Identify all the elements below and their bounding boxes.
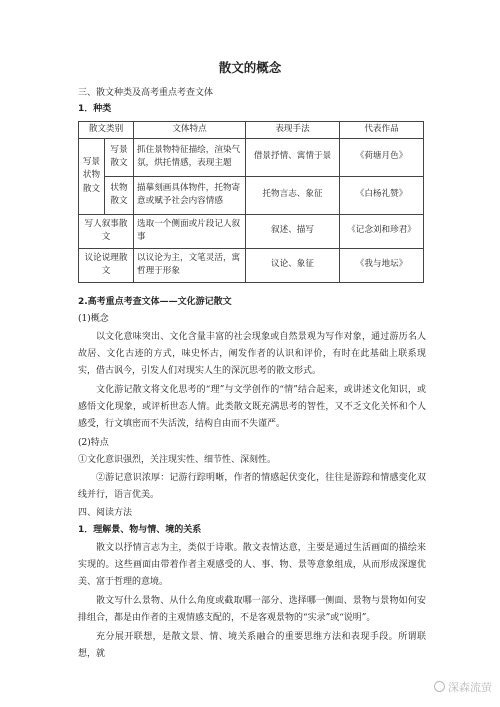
concept-paragraph-2: 文化游记散文将文化思考的“理”与文学创作的“情”结合起来，或讲述文化知识，或感悟文化现象，或评析世态人情。此类散文既充满思考的智性，又不乏文化关怀和个人感受，行文填密而不失活泼，结构自由而不失谨严。 bbox=[78, 385, 426, 429]
header-features: 文体特点 bbox=[134, 122, 246, 139]
feature-item-1: ①文化意识强烈，关注现实性、细节性、深刻性。 bbox=[78, 455, 277, 465]
cell-category: 状物散文 bbox=[105, 176, 134, 214]
cell-work: 《白杨礼赞》 bbox=[340, 176, 424, 214]
header-techniques: 表现手法 bbox=[246, 122, 340, 139]
section2-heading: 2.高考重点考查文体——文化游记散文 bbox=[78, 297, 232, 307]
watermark bbox=[434, 680, 492, 695]
watermark-text: 深森流萤 bbox=[448, 681, 492, 694]
cell-techniques: 托物言志、象征 bbox=[246, 176, 340, 214]
reading-paragraph-2: 散文写什么景物、从什么角度或截取哪一部分、选择哪一侧面、景物与景物如何安排组合，都是由作者的主观情感支配的，不是客观景物的“实录”或“说明”。 bbox=[78, 596, 426, 623]
section3-sub1: 1．种类 bbox=[78, 104, 112, 114]
table-row bbox=[79, 138, 424, 176]
reading-paragraph-1: 散文以抒情言志为主，类似于诗歌。散文表情达意，主要是通过生活画面的描绘来实现的。这些画面由带着作者主观感受的人、事、物、景等意象组成，从而形成深邃优美、富于哲理的意境。 bbox=[78, 543, 426, 587]
cell-features: 以议论为主，文笔灵活，寓哲理于形象 bbox=[134, 248, 246, 282]
table-row bbox=[79, 176, 424, 214]
header-works: 代表作品 bbox=[340, 122, 424, 139]
feature-label: (2)特点 bbox=[78, 438, 109, 448]
cell-category: 写人叙事散文 bbox=[79, 214, 134, 248]
prose-types-table bbox=[78, 121, 424, 283]
cell-category: 写景散文 bbox=[105, 138, 134, 176]
cell-features: 选取一个侧面或片段记人叙事 bbox=[134, 214, 246, 248]
reading-paragraph-3: 充分展开联想，是散文景、情、境关系融合的重要思维方法和表现手段。所谓联想，就 bbox=[78, 632, 426, 659]
cell-work: 《我与地坛》 bbox=[340, 248, 424, 282]
table-header-row bbox=[79, 122, 424, 139]
watermark-logo-icon bbox=[434, 681, 445, 692]
feature-item-2: ②游记意识浓厚：记游行踪明晰，作者的情感起伏变化，往往是游踪和情感变化双线并行，语言优美。 bbox=[78, 473, 426, 500]
cell-work: 《记念刘和珍君》 bbox=[340, 214, 424, 248]
cell-techniques: 叙述、描写 bbox=[246, 214, 340, 248]
section4-heading: 四、阅读方法 bbox=[78, 508, 133, 518]
cell-techniques: 议论、象征 bbox=[246, 248, 340, 282]
group-label: 写景状物散文 bbox=[79, 138, 105, 214]
table-row bbox=[79, 214, 424, 248]
cell-features: 抓住景物特征描绘，渲染气氛，烘托情感，表现主题 bbox=[134, 138, 246, 176]
section4-sub1: 1．理解景、物与情、境的关系 bbox=[78, 525, 202, 535]
page-title: 散文的概念 bbox=[218, 60, 282, 75]
concept-paragraph-1: 以文化意味突出、文化含量丰富的社会现象或自然景观为写作对象，通过游历名人故居、文化古迹的方式，味史怀古，阐发作者的认识和评价，有时在此基础上联系现实，借古讽今，引发人们对现实人生的深沉思考的散文形式。 bbox=[78, 332, 426, 376]
cell-category: 议论说理散文 bbox=[79, 248, 134, 282]
section3-heading: 三、散文种类及高考重点考查文体 bbox=[78, 88, 214, 98]
header-category: 散文类别 bbox=[79, 122, 134, 139]
cell-features: 描摹刻画具体物件，托物寄意或赋予社会内容情感 bbox=[134, 176, 246, 214]
cell-work: 《荷塘月色》 bbox=[340, 138, 424, 176]
cell-techniques: 借景抒情、寓情于景 bbox=[246, 138, 340, 176]
concept-label: (1)概念 bbox=[78, 314, 109, 324]
table-row bbox=[79, 248, 424, 282]
